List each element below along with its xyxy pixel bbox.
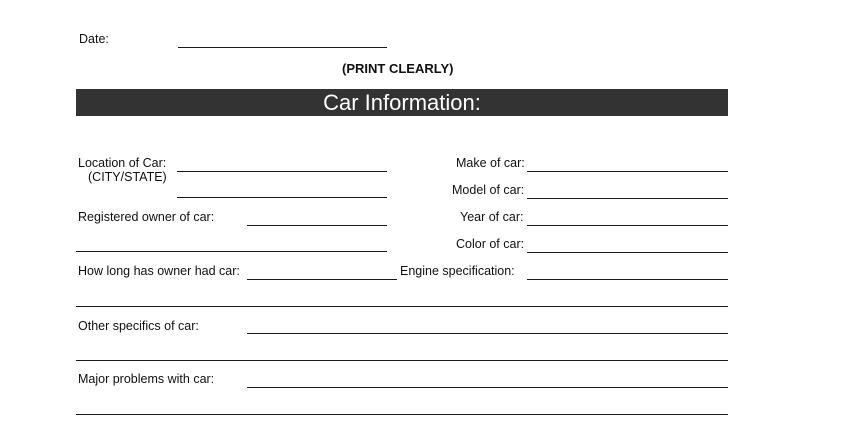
registered-owner-field-line1[interactable] [247,225,387,226]
make-label: Make of car: [456,156,525,170]
engine-field[interactable] [527,279,728,280]
extra-line-1[interactable] [76,306,728,307]
other-specifics-field-line2[interactable] [76,360,728,361]
other-specifics-label: Other specifics of car: [78,319,199,333]
section-header-car-information: Car Information: [76,89,728,116]
owner-duration-label: How long has owner had car: [78,264,240,278]
location-sublabel: (CITY/STATE) [88,170,167,184]
registered-owner-field-line2[interactable] [76,251,387,252]
color-field[interactable] [527,252,728,253]
owner-duration-field[interactable] [247,279,397,280]
major-problems-label: Major problems with car: [78,372,215,386]
model-field[interactable] [527,198,728,199]
model-label: Model of car: [452,183,525,197]
print-clearly-note: (PRINT CLEARLY) [342,61,454,76]
year-label: Year of car: [460,210,524,224]
major-problems-field-line1[interactable] [247,387,728,388]
color-label: Color of car: [456,237,525,251]
date-label: Date: [79,32,109,46]
date-field[interactable] [178,47,387,48]
major-problems-field-line2[interactable] [76,414,728,415]
location-field-line1[interactable] [177,171,387,172]
year-field[interactable] [527,225,728,226]
location-label: Location of Car: [78,156,167,170]
make-field[interactable] [527,171,728,172]
engine-label: Engine specification: [400,264,515,278]
registered-owner-label: Registered owner of car: [78,210,215,224]
other-specifics-field-line1[interactable] [247,333,728,334]
location-field-line2[interactable] [177,197,387,198]
